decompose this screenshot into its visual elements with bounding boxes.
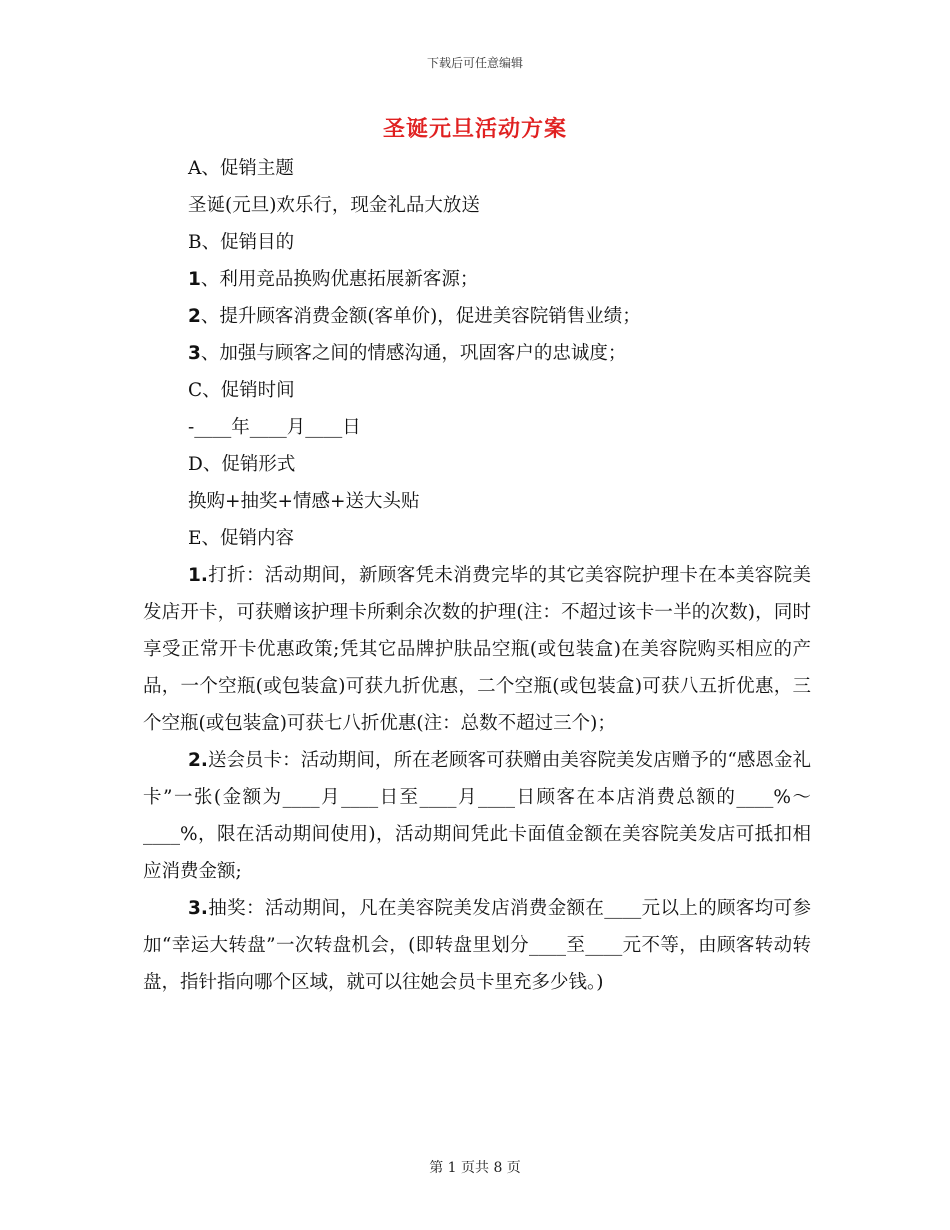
item-text: 抽奖：活动期间，凡在美容院美发店消费金额在____元以上的顾客均可参加“幸运大转盘”一次转盘机会，(即转盘里划分____至____元不等，由顾客转动转盘，指针指向哪个区域，就可以往她会员卡里充多少钱。) [143,898,811,993]
section-d-heading: D、促销形式 [188,454,296,475]
section-d-text: 换购+抽奖+情感+送大头贴 [188,491,420,512]
item-number: 2 [188,306,201,327]
section-c-text: -____年____月____日 [188,417,361,438]
item-text: 送会员卡：活动期间，所在老顾客可获赠由美容院美发店赠予的“感恩金礼卡”一张(金额为____月____日至____月____日顾客在本店消费总额的____%～____%，限在活动期间使用)，活动期间凭此卡面值金额在美容院美发店可抵扣相应消费金额; [143,750,811,882]
section-b-item-1 [143,261,811,298]
section-a-text: 圣诞(元旦)欢乐行，现金礼品大放送 [188,195,480,216]
section-e-item-2 [143,742,811,890]
item-number: 3 [188,343,201,364]
item-text: 、加强与顾客之间的情感沟通，巩固客户的忠诚度； [200,343,627,364]
section-c-heading: C、促销时间 [188,380,295,401]
page-footer: 第 1 页共 8 页 [429,1160,521,1176]
item-text: 、利用竞品换购优惠拓展新客源； [200,269,479,290]
section-b-item-3 [143,335,811,372]
section-e-item-3 [143,890,811,1001]
item-number: 2. [188,750,208,771]
section-a-heading: A、促销主题 [188,158,294,179]
document-body [143,150,811,1001]
section-e-item-1 [143,557,811,742]
document-title: 圣诞元旦活动方案 [382,117,567,142]
page-header: 下载后可任意编辑 [426,56,523,70]
item-number: 1 [188,269,201,290]
item-text: 、提升顾客消费金额(客单价)，促进美容院销售业绩； [200,306,641,327]
item-number: 3. [188,898,208,919]
section-e-heading: E、促销内容 [188,528,295,549]
section-b-item-2 [143,298,811,335]
section-b-heading: B、促销目的 [188,232,295,253]
item-number: 1. [188,565,208,586]
item-text: 打折：活动期间，新顾客凭未消费完毕的其它美容院护理卡在本美容院美发店开卡，可获赠该护理卡所剩余次数的护理(注：不超过该卡一半的次数)，同时享受正常开卡优惠政策;凭其它品牌护肤品空瓶(或包装盒)在美容院购买相应的产品，一个空瓶(或包装盒)可获九折优惠，二个空瓶(或包装盒)可获八五折优惠，三个空瓶(或包装盒)可获七八折优惠(注：总数不超过三个)； [143,565,811,734]
